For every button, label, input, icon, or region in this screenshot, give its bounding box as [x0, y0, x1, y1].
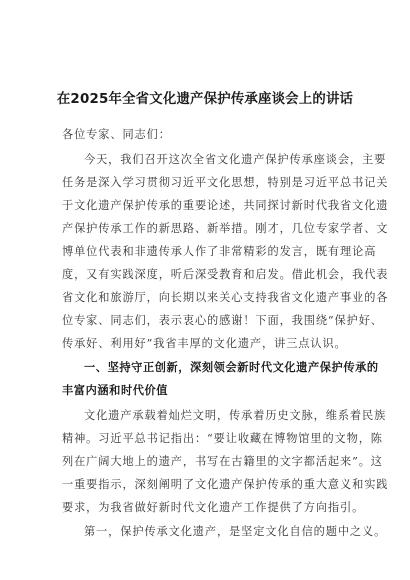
paragraph-1-line: 产保护传承工作的新思路、新举措。刚才，几位专家学者、文 — [62, 222, 389, 235]
paragraph-1-line: 任务是深入学习贯彻习近平文化思想，特别是习近平总书记关 — [62, 176, 389, 189]
paragraph-1-line: 度，又有实践深度，听后深受教育和启发。借此机会，我代表 — [62, 268, 389, 281]
paragraph-1-line: 今天，我们召开这次全省文化遗产保护传承座谈会，主要 — [84, 153, 387, 166]
paragraph-1-line: 传承好、利用好”我省丰厚的文化遗产，讲三点认识。 — [62, 337, 347, 350]
paragraph-2-line: 列在广阔大地上的遗产，书写在古籍里的文字都活起来”。这 — [62, 455, 383, 468]
paragraph-2-line: 精神。习近平总书记指出：“要让收藏在博物馆里的文物，陈 — [62, 432, 383, 445]
paragraph-1-line: 位专家、同志们，表示衷心的感谢！下面，我围绕“保护好、 — [62, 314, 383, 327]
paragraph-1-line: 于文化遗产保护传承的重要论述，共同探讨新时代我省文化遗 — [62, 199, 389, 212]
paragraph-1-line: 省文化和旅游厅，向长期以来关心支持我省文化遗产事业的各 — [62, 291, 389, 304]
paragraph-1-line: 博单位代表和非遗传承人作了非常精彩的发言，既有理论高 — [62, 245, 377, 258]
paragraph-3-line: 第一，保护传承文化遗产，是坚定文化自信的题中之义。 — [84, 525, 387, 538]
paragraph-2-line: 一重要指示，深刻阐明了文化遗产保护传承的重大意义和实践 — [62, 478, 389, 491]
paragraph-2-line: 文化遗产承载着灿烂文明，传承着历史文脉，维系着民族 — [84, 409, 387, 422]
paragraph-2-line: 要求，为我省做好新时代文化遗产工作提供了方向指引。 — [62, 501, 365, 514]
section-heading-line: 一、坚持守正创新，深刻领会新时代文化遗产保护传承的 — [84, 361, 379, 374]
document-title: 在2025年全省文化遗产保护传承座谈会上的讲话 — [56, 92, 354, 107]
salutation: 各位专家、同志们： — [62, 128, 171, 141]
section-heading-line: 丰富内涵和时代价值 — [62, 384, 169, 397]
